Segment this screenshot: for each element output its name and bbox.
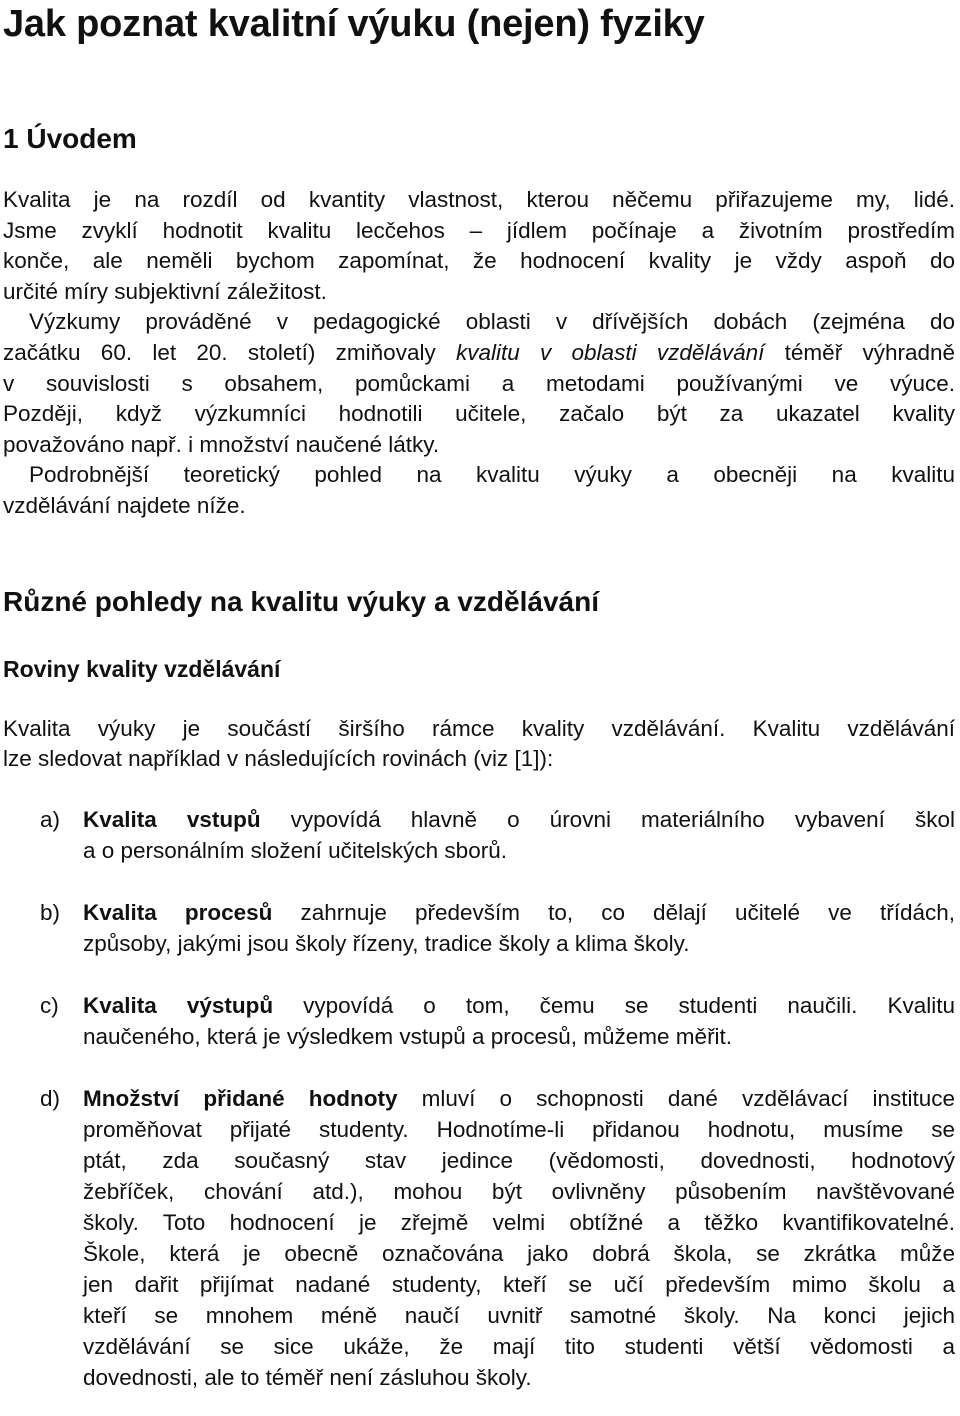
text-line [83,1083,955,1114]
text-line-with-emphasis [3,338,955,369]
text-line: žebříček, chování atd.), mohou být ovlivněny působením navštěvované [83,1178,955,1204]
list-marker: b) [40,899,61,925]
text-line: školy. Toto hodnocení je zřejmě velmi obtížné a těžko kvantifikovatelné. [83,1209,955,1235]
list-item [3,1083,955,1393]
list-term: Kvalita procesů [83,899,273,925]
text-line: jen dařit přijímat nadané studenty, kteří se učí především mimo školu a [83,1271,955,1297]
text-line: určité míry subjektivní záležitost. [3,278,327,304]
text-line: vzdělávání najdete níže. [3,492,246,518]
text-line: Jsme zvyklí hodnotit kvalitu lecčehos – jídlem počínaje a životním prostředím [3,217,955,243]
list-item [3,990,955,1052]
intro-paragraph-3 [3,460,955,521]
text-segment: začátku 60. let 20. století) zmiňovaly [3,339,436,365]
text-segment: vypovídá hlavně o úrovni materiálního vybavení škol [290,806,955,832]
list-term: Kvalita vstupů [83,806,261,832]
text-line: naučeného, která je výsledkem vstupů a procesů, můžeme měřit. [83,1023,733,1049]
text-line: proměňovat přijaté studenty. Hodnotíme-li přidanou hodnotu, musíme se [83,1116,955,1142]
text-line: vzdělávání se sice ukáže, že mají tito studenti větší vědomosti a [83,1333,955,1359]
text-line: Podrobnější teoretický pohled na kvalitu výuky a obecněji na kvalitu [29,462,955,488]
subsection-heading: Roviny kvality vzdělávání [3,655,281,682]
text-line: Kvalita výuky je součástí širšího rámce kvality vzdělávání. Kvalitu vzdělávání [3,715,955,741]
list-marker: a) [40,806,61,832]
text-line [83,897,955,928]
list-term: Množství přidané hodnoty [83,1085,398,1111]
text-line: Kvalita je na rozdíl od kvantity vlastnost, kterou něčemu přiřazujeme my, lidé. [3,187,955,212]
text-line: konče, ale neměli bychom zapomínat, že hodnocení kvality je vždy aspoň do [3,248,955,274]
list-marker: d) [40,1085,61,1111]
text-line: v souvislosti s obsahem, pomůckami a metodami používanými ve výuce. [3,370,955,396]
text-line: způsoby, jakými jsou školy řízeny, tradice školy a klima školy. [83,930,690,956]
section-heading-views: Různé pohledy na kvalitu výuky a vzdělávání [3,585,599,617]
text-segment: mluví o schopnosti dané vzdělávací instituce [421,1085,955,1111]
intro-paragraph-1 [3,185,955,307]
quality-levels-list [3,804,955,1393]
list-item [3,897,955,959]
document-page [3,0,955,1393]
text-segment: zahrnuje především to, co dělají učitelé ve třídách, [300,899,955,925]
text-line: Později, když výzkumníci hodnotili učitele, začalo být za ukazatel kvality [3,401,955,427]
text-line: kteří se mnohem méně naučí uvnitř samotné školy. Na konci jejich [83,1302,955,1328]
intro-paragraph-2 [3,307,955,460]
text-line: Výzkumy prováděné v pedagogické oblasti v dřívějších dobách (zejména do [29,309,955,335]
text-line: považováno např. i množství naučené látky. [3,431,440,457]
text-line: Škole, která je obecně označována jako dobrá škola, se zkrátka může [83,1240,955,1266]
text-segment: vypovídá o tom, čemu se studenti naučili. Kvalitu [303,992,955,1018]
text-line: ptát, zda současný stav jedince (vědomosti, dovednosti, hodnotový [83,1147,955,1173]
section-heading-intro: 1 Úvodem [3,123,137,154]
text-line [83,990,955,1021]
text-line: a o personálním složení učitelských sborů. [83,837,507,863]
lead-paragraph [3,714,955,775]
list-item [3,804,955,866]
text-line [83,804,955,835]
emphasized-phrase: kvalitu v oblasti vzdělávání [455,339,765,365]
text-line: lze sledovat například v následujících rovinách (viz [1]): [3,746,554,772]
document-title: Jak poznat kvalitní výuku (nejen) fyziky [3,3,705,45]
text-line: dovednosti, ale to téměř není zásluhou školy. [83,1364,532,1390]
text-segment: téměř výhradně [784,339,956,365]
list-term: Kvalita výstupů [83,992,274,1018]
list-marker: c) [40,992,59,1018]
